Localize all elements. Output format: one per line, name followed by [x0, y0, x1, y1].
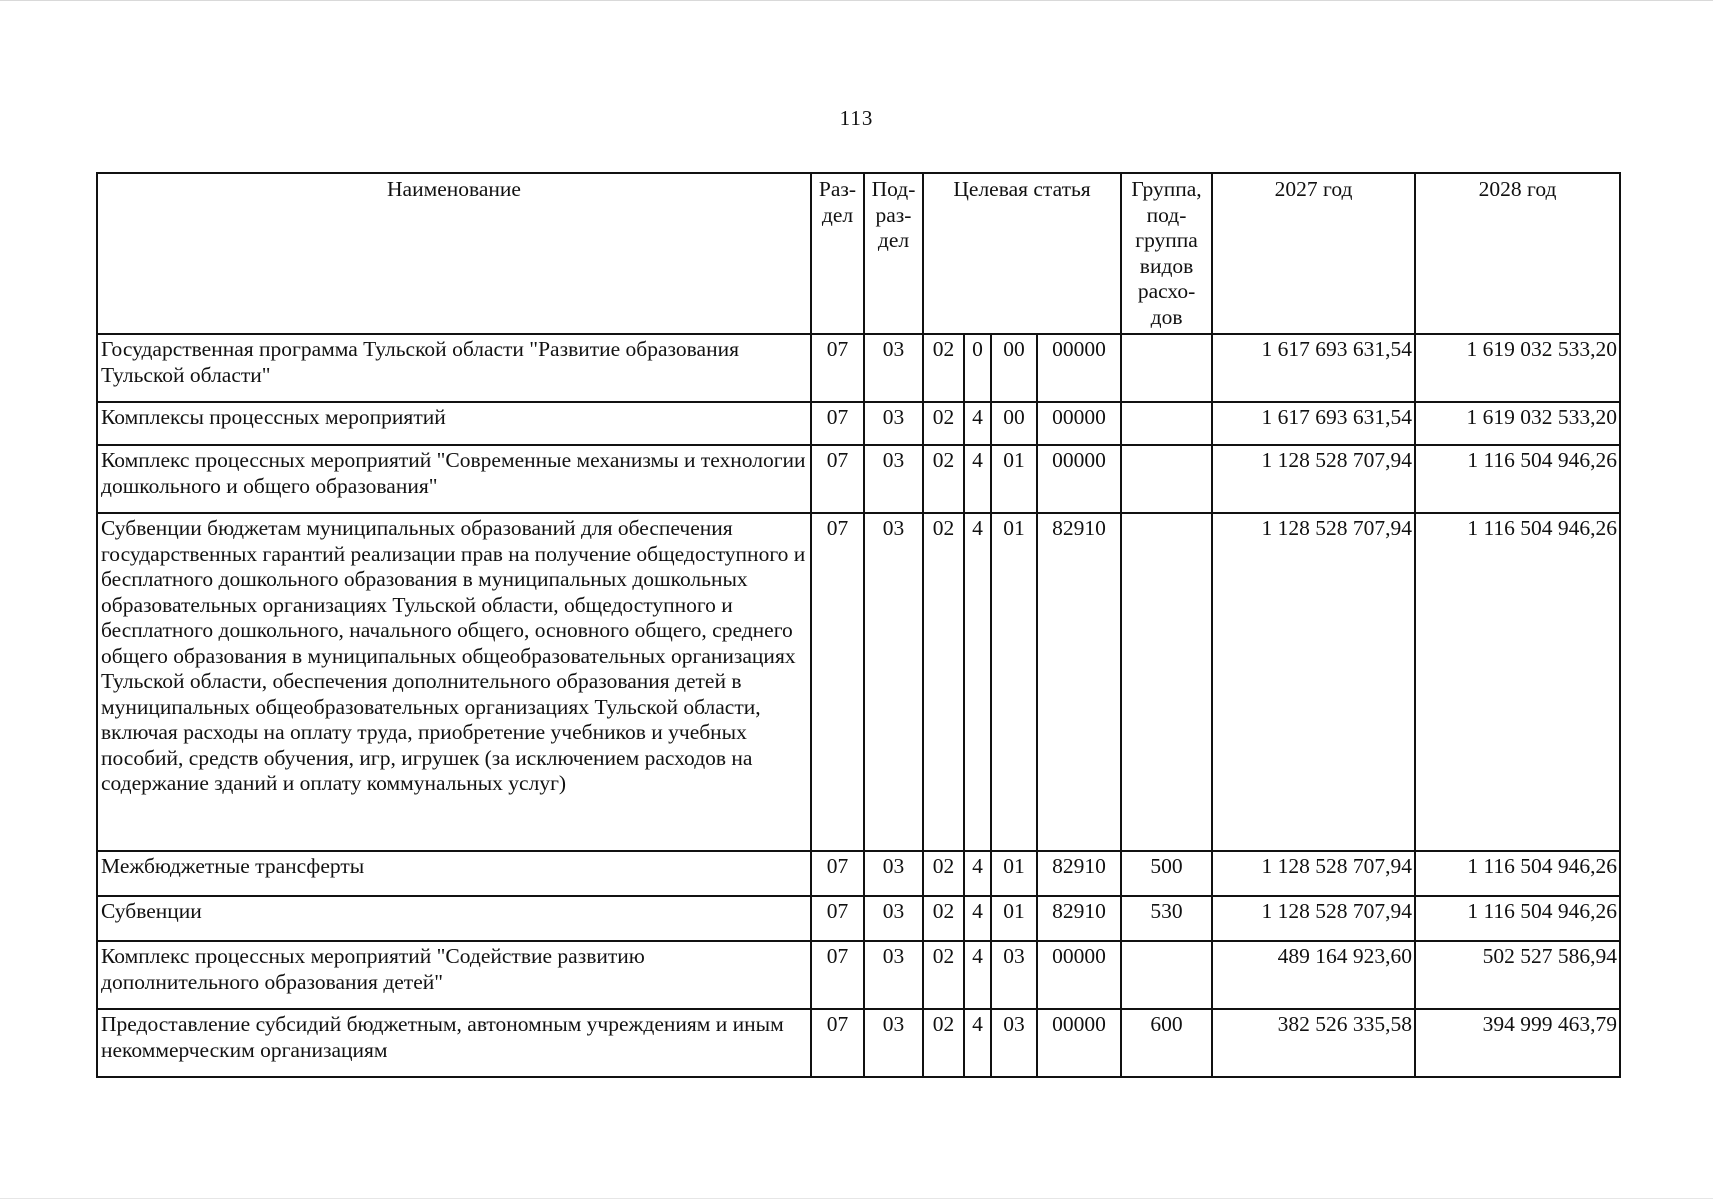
- scan-bottom-edge: [0, 1198, 1713, 1199]
- row-name: Комплексы процессных мероприятий: [97, 402, 811, 445]
- row-section: 07: [811, 513, 864, 851]
- row-name: Субвенции: [97, 896, 811, 941]
- row-target-direction: 82910: [1037, 851, 1121, 896]
- table-row: [97, 896, 1620, 941]
- row-subsection: 03: [864, 334, 923, 402]
- row-name: Межбюджетные трансферты: [97, 851, 811, 896]
- row-target-direction: 82910: [1037, 896, 1121, 941]
- row-expense-group: [1121, 513, 1212, 851]
- row-target-complex: 01: [991, 851, 1037, 896]
- table-row: [97, 941, 1620, 1009]
- header-target-article: Целевая статья: [923, 173, 1121, 334]
- row-subsection: 03: [864, 896, 923, 941]
- row-subsection: 03: [864, 445, 923, 513]
- table-row: [97, 402, 1620, 445]
- row-name: Комплекс процессных мероприятий "Современные механизмы и технологии дошкольного и общего образования": [97, 445, 811, 513]
- row-target-direction: 00000: [1037, 334, 1121, 402]
- row-amount-2027: 489 164 923,60: [1212, 941, 1415, 1009]
- row-target-complex: 01: [991, 896, 1037, 941]
- table-row: [97, 445, 1620, 513]
- row-target-type: 4: [964, 445, 991, 513]
- row-section: 07: [811, 445, 864, 513]
- row-expense-group: [1121, 941, 1212, 1009]
- row-name: Комплекс процессных мероприятий "Содействие развитию дополнительного образования детей": [97, 941, 811, 1009]
- header-year-2027: 2027 год: [1212, 173, 1415, 334]
- row-amount-2028: 502 527 586,94: [1415, 941, 1620, 1009]
- table-row: [97, 851, 1620, 896]
- row-name: Предоставление субсидий бюджетным, автономным учреждениям и иным некоммерческим организациям: [97, 1009, 811, 1077]
- row-target-complex: 03: [991, 1009, 1037, 1077]
- row-section: 07: [811, 851, 864, 896]
- row-expense-group: [1121, 402, 1212, 445]
- row-target-type: 4: [964, 402, 991, 445]
- row-expense-group: [1121, 334, 1212, 402]
- row-expense-group: 600: [1121, 1009, 1212, 1077]
- header-section: [811, 173, 864, 334]
- row-expense-group: [1121, 445, 1212, 513]
- row-target-complex: 03: [991, 941, 1037, 1009]
- table-row: [97, 513, 1620, 851]
- header-year-2028: 2028 год: [1415, 173, 1620, 334]
- table-row: [97, 334, 1620, 402]
- row-target-type: 4: [964, 851, 991, 896]
- row-target-program: 02: [923, 1009, 964, 1077]
- table-row: [97, 1009, 1620, 1077]
- page-number: 113: [839, 106, 874, 130]
- row-subsection: 03: [864, 402, 923, 445]
- row-expense-group: 500: [1121, 851, 1212, 896]
- row-amount-2027: 382 526 335,58: [1212, 1009, 1415, 1077]
- row-target-complex: 01: [991, 513, 1037, 851]
- row-target-type: 0: [964, 334, 991, 402]
- row-target-type: 4: [964, 513, 991, 851]
- row-target-complex: 00: [991, 402, 1037, 445]
- row-section: 07: [811, 402, 864, 445]
- row-target-program: 02: [923, 851, 964, 896]
- row-amount-2028: 1 116 504 946,26: [1415, 851, 1620, 896]
- row-amount-2027: 1 128 528 707,94: [1212, 513, 1415, 851]
- row-target-direction: 00000: [1037, 1009, 1121, 1077]
- row-subsection: 03: [864, 1009, 923, 1077]
- row-amount-2028: 394 999 463,79: [1415, 1009, 1620, 1077]
- header-expense-group-text: Группа, под- группа видов расхо- дов: [1131, 177, 1202, 329]
- row-amount-2027: 1 128 528 707,94: [1212, 851, 1415, 896]
- row-target-program: 02: [923, 402, 964, 445]
- row-target-direction: 82910: [1037, 513, 1121, 851]
- row-amount-2027: 1 617 693 631,54: [1212, 334, 1415, 402]
- scan-top-edge: [0, 0, 1713, 1]
- header-expense-group: [1121, 173, 1212, 334]
- row-target-direction: 00000: [1037, 445, 1121, 513]
- row-target-program: 02: [923, 941, 964, 1009]
- row-section: 07: [811, 1009, 864, 1077]
- row-amount-2028: 1 116 504 946,26: [1415, 445, 1620, 513]
- row-section: 07: [811, 334, 864, 402]
- row-section: 07: [811, 941, 864, 1009]
- row-name: Субвенции бюджетам муниципальных образований для обеспечения государственных гарантий реализации прав на получение общедоступного и бесплатного дошкольного образования в муниципальных дошкольных образовательных организациях Тульской области, общедоступного и бесплатного дошкольного, начального общего, основного общего, среднего общего образования в муниципальных общеобразовательных организациях Тульской области, обеспечения дополнительного образования детей в муниципальных общеобразовательных организациях Тульской области, включая расходы на оплату труда, приобретение учебников и учебных пособий, средств обучения, игр, игрушек (за исключением расходов на содержание зданий и оплату коммунальных услуг): [97, 513, 811, 851]
- row-target-program: 02: [923, 445, 964, 513]
- row-amount-2028: 1 619 032 533,20: [1415, 334, 1620, 402]
- row-name: Государственная программа Тульской области "Развитие образования Тульской области": [97, 334, 811, 402]
- row-target-program: 02: [923, 513, 964, 851]
- row-amount-2028: 1 619 032 533,20: [1415, 402, 1620, 445]
- row-target-type: 4: [964, 941, 991, 1009]
- header-section-text: Раз- дел: [818, 177, 857, 227]
- row-target-type: 4: [964, 1009, 991, 1077]
- row-amount-2027: 1 128 528 707,94: [1212, 445, 1415, 513]
- row-target-program: 02: [923, 334, 964, 402]
- header-subsection-text: Под- раз- дел: [871, 177, 916, 252]
- row-amount-2027: 1 617 693 631,54: [1212, 402, 1415, 445]
- row-amount-2027: 1 128 528 707,94: [1212, 896, 1415, 941]
- row-amount-2028: 1 116 504 946,26: [1415, 896, 1620, 941]
- row-amount-2028: 1 116 504 946,26: [1415, 513, 1620, 851]
- table-header-row: [97, 173, 1620, 334]
- row-subsection: 03: [864, 513, 923, 851]
- row-target-program: 02: [923, 896, 964, 941]
- row-target-complex: 01: [991, 445, 1037, 513]
- row-target-direction: 00000: [1037, 941, 1121, 1009]
- row-target-complex: 00: [991, 334, 1037, 402]
- header-subsection: [864, 173, 923, 334]
- header-name: Наименование: [97, 173, 811, 334]
- budget-table: [96, 172, 1621, 1078]
- row-target-direction: 00000: [1037, 402, 1121, 445]
- row-section: 07: [811, 896, 864, 941]
- row-target-type: 4: [964, 896, 991, 941]
- row-subsection: 03: [864, 941, 923, 1009]
- row-expense-group: 530: [1121, 896, 1212, 941]
- row-subsection: 03: [864, 851, 923, 896]
